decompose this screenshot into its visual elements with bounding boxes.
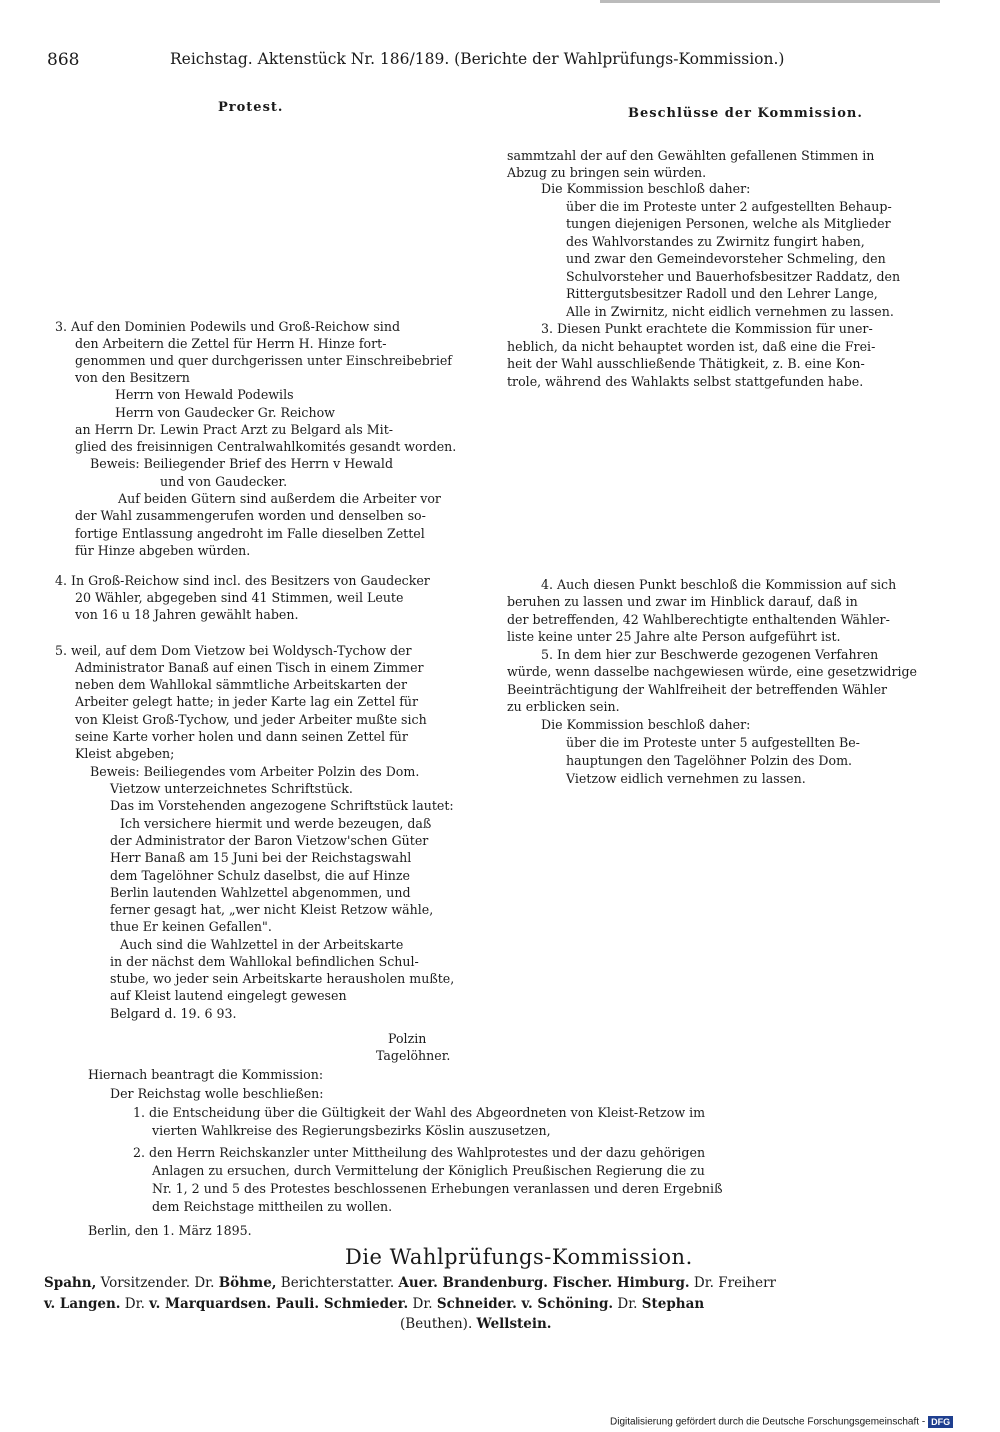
text-line: Vietzow eidlich vernehmen zu lassen. [566, 771, 806, 786]
text-line: trole, während des Wahlakts selbst stattgefunden habe. [507, 374, 864, 389]
text-line: 4. In Groß-Reichow sind incl. des Besitzers von Gaudecker [55, 573, 430, 588]
member-role: Dr. Freiherr [689, 1275, 776, 1291]
text-line: Beeinträchtigung der Wahlfreiheit der betreffenden Wähler [507, 682, 888, 697]
text-line: hauptungen den Tagelöhner Polzin des Dom. [566, 753, 853, 768]
text-line: Herr Banaß am 15 Juni bei der Reichstagswahl [110, 850, 412, 865]
text-line: Ich versichere hiermit und werde bezeugen, daß [120, 816, 432, 831]
text-line: 3. Auf den Dominien Podewils und Groß-Reichow sind [55, 319, 401, 334]
member-role: Dr. [408, 1296, 437, 1312]
text-line: thue Er keinen Gefallen". [110, 919, 272, 934]
members-line-3 [400, 1314, 552, 1334]
signature-title: Tagelöhner. [376, 1048, 451, 1063]
text-line: 3. Diesen Punkt erachtete die Kommission für uner- [541, 321, 873, 336]
text-line: der Administrator der Baron Vietzow'schen Güter [110, 833, 429, 848]
text-line: fortige Entlassung angedroht im Falle dieselben Zettel [75, 526, 425, 541]
text-line: 20 Wähler, abgegeben sind 41 Stimmen, weil Leute [75, 590, 404, 605]
text-line: 1. die Entscheidung über die Gültigkeit der Wahl des Abgeordneten von Kleist-Retzow im [133, 1105, 706, 1120]
member-role: Dr. [613, 1296, 642, 1312]
right-column-title: Beschlüsse der Kommission. [628, 106, 863, 121]
text-line: für Hinze abgeben würden. [75, 543, 251, 558]
member-role: (Beuthen). [400, 1316, 477, 1332]
digitization-footer [610, 1416, 953, 1428]
member-name: Schneider. v. Schöning. [436, 1296, 614, 1312]
text-line: Anlagen zu ersuchen, durch Vermittelung der Königlich Preußischen Regierung die zu [152, 1163, 705, 1178]
text-line: würde, wenn dasselbe nachgewiesen würde, eine gesetzwidrige [507, 664, 918, 679]
text-line: heit der Wahl ausschließende Thätigkeit, z. B. eine Kon- [507, 356, 865, 371]
top-strip [600, 0, 940, 3]
text-line: Kleist abgeben; [75, 746, 175, 761]
text-line: ferner gesagt hat, „wer nicht Kleist Retzow wähle, [110, 902, 434, 917]
member-name: Spahn, [44, 1275, 97, 1291]
text-line: genommen und quer durchgerissen unter Einschreibebrief [75, 353, 452, 368]
text-line: und von Gaudecker. [160, 474, 288, 489]
text-line: Administrator Banaß auf einen Tisch in einem Zimmer [75, 660, 424, 675]
text-line: Nr. 1, 2 und 5 des Protestes beschlossenen Erhebungen veranlassen und deren Ergebniß [152, 1181, 723, 1196]
text-line: zu erblicken sein. [507, 699, 620, 714]
text-line: Herrn von Gaudecker Gr. Reichow [115, 405, 335, 420]
text-line: in der nächst dem Wahllokal befindlichen Schul- [110, 954, 419, 969]
commission-title: Die Wahlprüfungs-Kommission. [345, 1245, 693, 1269]
member-role: Berichterstatter. [276, 1275, 399, 1291]
member-name: Stephan [641, 1296, 705, 1312]
text-line: Auf beiden Gütern sind außerdem die Arbeiter vor [118, 491, 441, 506]
text-line: Auch sind die Wahlzettel in der Arbeitskarte [120, 937, 404, 952]
text-line: Die Kommission beschloß daher: [541, 181, 751, 196]
text-line: Vietzow unterzeichnetes Schriftstück. [110, 781, 353, 796]
text-line: neben dem Wahllokal sämmtliche Arbeitskarten der [75, 677, 408, 692]
text-line: 2. den Herrn Reichskanzler unter Mittheilung des Wahlprotestes und der dazu gehörigen [133, 1145, 706, 1160]
member-name: v. Langen. [44, 1296, 121, 1312]
member-role: Vorsitzender. Dr. [96, 1275, 219, 1291]
members-line-1 [44, 1273, 776, 1293]
text-line: vierten Wahlkreise des Regierungsbezirks Köslin auszusetzen, [152, 1123, 551, 1138]
text-line: von Kleist Groß-Tychow, und jeder Arbeiter mußte sich [75, 712, 427, 727]
member-name: v. Marquardsen. Pauli. Schmieder. [149, 1296, 409, 1312]
text-line: Rittergutsbesitzer Radoll und den Lehrer Lange, [566, 286, 878, 301]
text-line: 4. Auch diesen Punkt beschloß die Kommission auf sich [541, 577, 897, 592]
text-line: Arbeiter gelegt hatte; in jeder Karte lag ein Zettel für [75, 694, 419, 709]
text-line: an Herrn Dr. Lewin Pract Arzt zu Belgard als Mit- [75, 422, 394, 437]
text-line: heblich, da nicht behauptet worden ist, daß eine die Frei- [507, 339, 876, 354]
text-line: der Wahl zusammengerufen worden und denselben so- [75, 508, 426, 523]
text-line: von den Besitzern [75, 370, 190, 385]
member-name: Auer. Brandenburg. Fischer. Himburg. [398, 1275, 690, 1291]
running-title: Reichstag. Aktenstück Nr. 186/189. (Berichte der Wahlprüfungs-Kommission.) [170, 50, 785, 68]
page-number: 868 [47, 50, 80, 70]
text-line: dem Tagelöhner Schulz daselbst, die auf Hinze [110, 868, 410, 883]
text-line: Das im Vorstehenden angezogene Schriftstück lautet: [110, 798, 454, 813]
text-line: auf Kleist lautend eingelegt gewesen [110, 988, 347, 1003]
text-line: Beweis: Beiliegender Brief des Herrn v Hewald [90, 456, 394, 471]
dfg-logo-icon: DFG [928, 1416, 953, 1428]
text-line: der betreffenden, 42 Wahlberechtigte enthaltenden Wähler- [507, 612, 890, 627]
text-line: Schulvorsteher und Bauerhofsbesitzer Raddatz, den [566, 269, 901, 284]
date-line: Berlin, den 1. März 1895. [88, 1223, 252, 1238]
text-line: glied des freisinnigen Centralwahlkomités gesandt worden. [75, 439, 457, 454]
text-line: seine Karte vorher holen und dann seinen Zettel für [75, 729, 408, 744]
left-column-title: Protest. [218, 100, 284, 115]
text-line: dem Reichstage mittheilen zu wollen. [152, 1199, 393, 1214]
text-line: tungen diejenigen Personen, welche als Mitglieder [566, 216, 891, 231]
text-line: liste keine unter 25 Jahre alte Person aufgeführt ist. [507, 629, 841, 644]
members-line-2 [44, 1294, 704, 1314]
text-line: Abzug zu bringen sein würden. [507, 165, 707, 180]
text-line: Die Kommission beschloß daher: [541, 717, 751, 732]
text-line: und zwar den Gemeindevorsteher Schmeling, den [566, 251, 886, 266]
footer-text: Digitalisierung gefördert durch die Deutsche Forschungsgemeinschaft - [610, 1416, 926, 1428]
text-line: beruhen zu lassen und zwar im Hinblick darauf, daß in [507, 594, 858, 609]
text-line: den Arbeitern die Zettel für Herrn H. Hinze fort- [75, 336, 387, 351]
text-line: Herrn von Hewald Podewils [115, 387, 294, 402]
text-line: über die im Proteste unter 2 aufgestellten Behaup- [566, 199, 892, 214]
text-line: über die im Proteste unter 5 aufgestellten Be- [566, 735, 860, 750]
text-line: Alle in Zwirnitz, nicht eidlich vernehmen zu lassen. [566, 304, 894, 319]
text-line: Beweis: Beiliegendes vom Arbeiter Polzin des Dom. [90, 764, 420, 779]
text-line: Belgard d. 19. 6 93. [110, 1006, 237, 1021]
member-role: Dr. [120, 1296, 150, 1312]
member-name: Böhme, [218, 1275, 277, 1291]
text-line: 5. In dem hier zur Beschwerde gezogenen Verfahren [541, 647, 879, 662]
text-line: Berlin lautenden Wahlzettel abgenommen, und [110, 885, 411, 900]
text-line: des Wahlvorstandes zu Zwirnitz fungirt haben, [566, 234, 865, 249]
text-line: sammtzahl der auf den Gewählten gefallenen Stimmen in [507, 148, 875, 163]
text-line: Hiernach beantragt die Kommission: [88, 1067, 324, 1082]
text-line: 5. weil, auf dem Dom Vietzow bei Woldysch-Tychow der [55, 643, 412, 658]
member-name: Wellstein. [476, 1316, 552, 1332]
text-line: Der Reichstag wolle beschließen: [110, 1086, 324, 1101]
text-line: stube, wo jeder sein Arbeitskarte herausholen mußte, [110, 971, 455, 986]
text-line: von 16 u 18 Jahren gewählt haben. [75, 607, 299, 622]
signature-polzin: Polzin [388, 1031, 427, 1046]
